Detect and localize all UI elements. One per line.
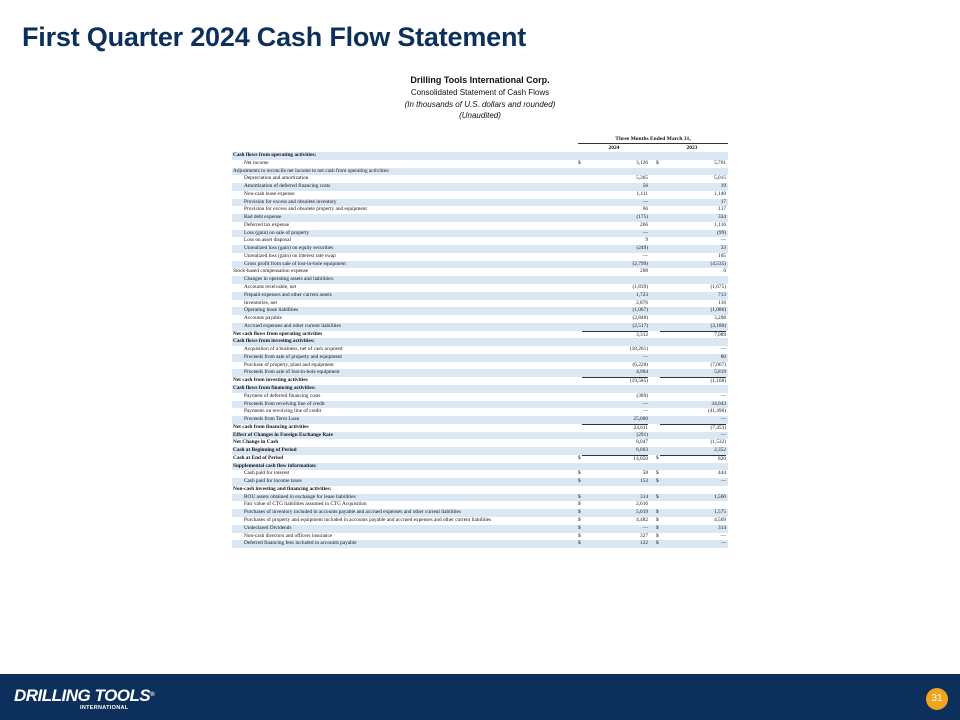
table-row [232,292,728,300]
value-2024: 4,482 [636,516,648,523]
row-label: Accounts payable [244,315,282,322]
table-row [232,377,728,385]
currency-symbol-2024: $ [578,532,581,539]
row-label: Deferred financing fees included in accounts payable [244,540,357,547]
row-label: Cash at End of Period [233,454,284,461]
value-2024: 58 [642,470,648,477]
value-2023: 1,560 [714,493,726,500]
row-label: Non-cash directors and officers insurance [244,532,333,539]
value-2023: 5,015 [714,175,726,182]
value-2024: 5,365 [636,175,648,182]
row-label: Cash flows from financing activities: [233,384,316,391]
table-row [232,222,728,230]
value-2024: — [642,198,648,205]
row-label: Proceeds from sale of property and equipment [244,353,342,360]
company-logo [14,687,154,704]
row-label: Cash flows from operating activities: [233,152,317,158]
row-label: Adjustments to reconcile net income to net cash from operating activities: [233,167,390,174]
value-2023: 19 [720,183,726,190]
table-row [232,183,728,191]
row-label: Supplemental cash flow information: [233,462,317,469]
table-row [232,206,728,214]
period-header: Three Months Ended March 31, [578,136,728,144]
value-2023: 3,208 [714,315,726,322]
value-2024: 3,312 [582,331,648,339]
currency-symbol-2023: $ [656,509,659,516]
value-2023: 34,043 [711,400,726,407]
row-label: Non-cash investing and financing activities: [233,485,332,492]
row-label: Bad debt expense [244,214,282,221]
row-label: Purchase of property, plant and equipment [244,361,334,368]
row-label: Cash flows from investing activities: [233,338,315,345]
row-label: Payment of deferred financing costs [244,392,321,399]
value-2023: — [720,532,726,539]
table-row [232,168,728,176]
currency-symbol-2023: $ [656,159,659,166]
value-2023: 116 [718,299,726,306]
row-label: Net cash from financing activities [233,423,309,430]
row-label: Proceeds from Term Loan [244,416,300,423]
row-label: Proceeds from sale of lost-in-hole equipment [244,369,340,376]
logo-registered-mark: ® [150,692,155,698]
table-body [232,152,728,548]
table-row [232,439,728,447]
value-2024: 25,000 [633,416,648,423]
value-2023: 80 [720,353,726,360]
value-2024: 66 [642,206,648,213]
table-row [232,152,728,160]
value-2024: 153 [640,478,648,485]
table-row [232,307,728,315]
year-2024-header: 2024 [608,145,620,151]
value-2024: 5,019 [636,509,648,516]
value-2023: — [720,392,726,399]
value-2023: 334 [718,214,726,221]
row-label: Proceeds from revolving line of credit [244,400,325,407]
currency-symbol-2024: $ [578,540,581,547]
value-2023: (1,168) [660,377,726,385]
table-column-header [232,134,728,152]
value-2023: — [720,346,726,353]
currency-symbol-2024: $ [578,516,581,523]
value-2024: (2,799) [632,260,648,267]
value-2023: 314 [718,524,726,531]
value-2024: — [642,400,648,407]
value-2024: (19,585) [582,377,648,385]
row-label: Unrealized loss (gain) on equity securities [244,245,334,252]
value-2023: — [720,478,726,485]
currency-symbol-2023: $ [656,493,659,500]
table-row [232,478,728,486]
currency-symbol-2023: $ [656,532,659,539]
table-row [232,525,728,533]
cash-flow-table [232,134,728,548]
currency-symbol-2024: $ [578,493,581,500]
value-2024: — [642,524,648,531]
row-label: Fair value of CTG liabilities assumed in CTG Acquisition [244,501,367,508]
page-number-badge: 31 [926,688,948,710]
table-row [232,323,728,331]
table-row [232,424,728,432]
currency-symbol-2023: $ [656,540,659,547]
row-label: Cash paid for interest [244,470,290,477]
value-2024: — [642,353,648,360]
value-2024: (2,848) [632,315,648,322]
table-row [232,160,728,168]
value-2023: (7,067) [710,361,726,368]
value-2023: (7,453) [660,424,726,432]
table-row [232,432,728,440]
value-2024: 314 [640,493,648,500]
row-label: Acquisition of a business, net of cash acquired [244,346,343,353]
row-label: Effect of Changes in Foreign Exchange Rate [233,431,333,438]
row-label: Loss on asset disposal [244,237,291,244]
value-2024: 3,126 [636,159,648,166]
value-2023: 1,575 [714,509,726,516]
value-2024: 1,723 [636,291,648,298]
row-label: Accrued expenses and other current liabilities [244,322,341,329]
currency-symbol-2024: $ [578,470,581,477]
row-label: Operating lease liabilities [244,307,299,314]
value-2023: — [720,237,726,244]
value-2024: 208 [640,268,648,275]
value-2023: 5,819 [714,369,726,376]
table-row [232,408,728,416]
value-2024: 266 [640,221,648,228]
row-label: Undeclared Dividends [244,524,292,531]
value-2023: — [720,540,726,547]
currency-symbol-2024: $ [578,501,581,508]
value-2023: (99) [717,229,726,236]
row-label: Cash paid for income taxes [244,478,302,485]
table-row [232,455,728,463]
value-2023: — [720,431,726,438]
company-name: Drilling Tools International Corp. [410,75,550,85]
table-row [232,354,728,362]
value-2023: 2,352 [714,447,726,454]
value-2023: 117 [718,206,726,213]
row-label: Loss (gain) on sale of property [244,229,310,236]
table-row [232,393,728,401]
value-2024: — [642,229,648,236]
value-2024: 9 [645,237,648,244]
value-2024: (1,839) [632,284,648,291]
value-2023: — [720,416,726,423]
value-2024: 327 [640,532,648,539]
table-row [232,331,728,339]
table-row [232,463,728,471]
row-label: Depreciation and amortization [244,175,309,182]
row-label: Provision for excess and obsolete property and equipment [244,206,367,213]
value-2024: (291) [636,431,648,438]
value-2023: 0 [723,268,726,275]
row-label: Net cash flows from operating activities [233,330,323,337]
value-2023: (41,496) [707,408,726,415]
statement-title: Consolidated Statement of Cash Flows [410,88,550,97]
row-label: Inventories, net [244,299,277,306]
value-2023: 444 [718,470,726,477]
currency-symbol-2024: $ [578,509,581,516]
row-label: Non-cash lease expense [244,190,295,197]
value-2024: 1,111 [636,190,648,197]
table-row [232,346,728,354]
value-2023: 4,569 [714,516,726,523]
row-label: Gross profit from sale of lost-in-hole equipment [244,260,346,267]
currency-symbol-2023: $ [656,516,659,523]
value-2024: (2,517) [632,322,648,329]
row-label: Deferred tax expense [244,221,289,228]
table-row [232,385,728,393]
value-2024: (249) [636,245,648,252]
currency-symbol-2023: $ [656,478,659,485]
table-row [232,300,728,308]
row-label: Accounts receivable, net [244,284,297,291]
value-2024: 14,050 [582,455,648,463]
value-2024: (389) [636,392,648,399]
currency-symbol-2024: $ [578,478,581,485]
table-row [232,230,728,238]
row-label: Stock-based compensation expense [233,268,309,275]
row-label: Unrealized loss (gain) on interest rate swap [244,252,336,259]
value-2023: (3,180) [710,322,726,329]
currency-symbol-2024: $ [578,524,581,531]
table-row [232,245,728,253]
table-row [232,268,728,276]
currency-symbol-2023: $ [656,454,659,461]
row-label: Changes in operating assets and liabilities: [244,276,335,283]
row-label: Net income [244,159,269,166]
value-2023: 820 [660,455,726,463]
row-label: Cash at Beginning of Period [233,447,297,454]
value-2023: (1,086) [710,307,726,314]
table-row [232,284,728,292]
row-label: Amortization of deferred financing costs [244,183,331,190]
value-2024: 4,904 [636,369,648,376]
currency-symbol-2023: $ [656,524,659,531]
value-2024: 24,611 [582,424,648,432]
value-2024: (18,261) [629,346,648,353]
value-2024: 6,003 [636,447,648,454]
logo-text: DRILLING TOOLS [14,686,151,705]
value-2024: 56 [642,183,648,190]
row-label: Payments on revolving line of credit [244,408,322,415]
value-2024: 2,876 [636,299,648,306]
value-2024: (6,228) [632,361,648,368]
table-row [232,517,728,525]
table-row [232,447,728,455]
logo-subtext: INTERNATIONAL [80,705,129,711]
page-title: First Quarter 2024 Cash Flow Statement [22,22,527,52]
value-2024: 8,047 [636,439,648,446]
table-row [232,369,728,377]
value-2023: (1,532) [710,439,726,446]
statement-header [0,74,960,122]
value-2023: 1,116 [714,221,726,228]
table-row [232,276,728,284]
value-2024: (175) [636,214,648,221]
value-2023: 1,140 [714,190,726,197]
currency-symbol-2023: $ [656,470,659,477]
table-row [232,175,728,183]
table-row [232,470,728,478]
table-row [232,253,728,261]
table-row [232,509,728,517]
footer-bar [0,674,960,720]
table-row [232,261,728,269]
value-2023: 5,701 [714,159,726,166]
row-label: ROU assets obtained in exchange for lease liabilities [244,493,356,500]
table-row [232,315,728,323]
row-label: Purchases of property and equipment included in accounts payable and accrued expenses and other current liabilities [244,516,492,523]
table-row [232,214,728,222]
value-2024: 122 [640,540,648,547]
value-2024: 2,616 [636,501,648,508]
table-row [232,416,728,424]
value-2023: (4,535) [710,260,726,267]
row-label: Purchases of inventory included in accounts payable and accrued expenses and other current liabilities [244,509,461,516]
value-2023: (1,675) [710,284,726,291]
value-2024: — [642,252,648,259]
statement-audit-status: (Unaudited) [459,111,501,120]
value-2024: — [642,408,648,415]
table-row [232,191,728,199]
value-2024: (1,067) [632,307,648,314]
year-2023-header: 2023 [686,145,698,151]
currency-symbol-2024: $ [578,159,581,166]
value-2023: 33 [720,245,726,252]
table-row [232,486,728,494]
statement-units: (In thousands of U.S. dollars and rounded) [404,99,556,109]
value-2023: 7,089 [660,331,726,339]
value-2023: 105 [718,252,726,259]
table-row [232,540,728,548]
currency-symbol-2024: $ [578,454,581,461]
table-row [232,338,728,346]
value-2023: 713 [718,291,726,298]
row-label: Provision for excess and obsolete inventory [244,198,337,205]
row-label: Net Change in Cash [233,439,279,446]
value-2023: 17 [720,198,726,205]
row-label: Net cash from investing activities [233,377,308,384]
row-label: Prepaid expenses and other current assets [244,291,332,298]
